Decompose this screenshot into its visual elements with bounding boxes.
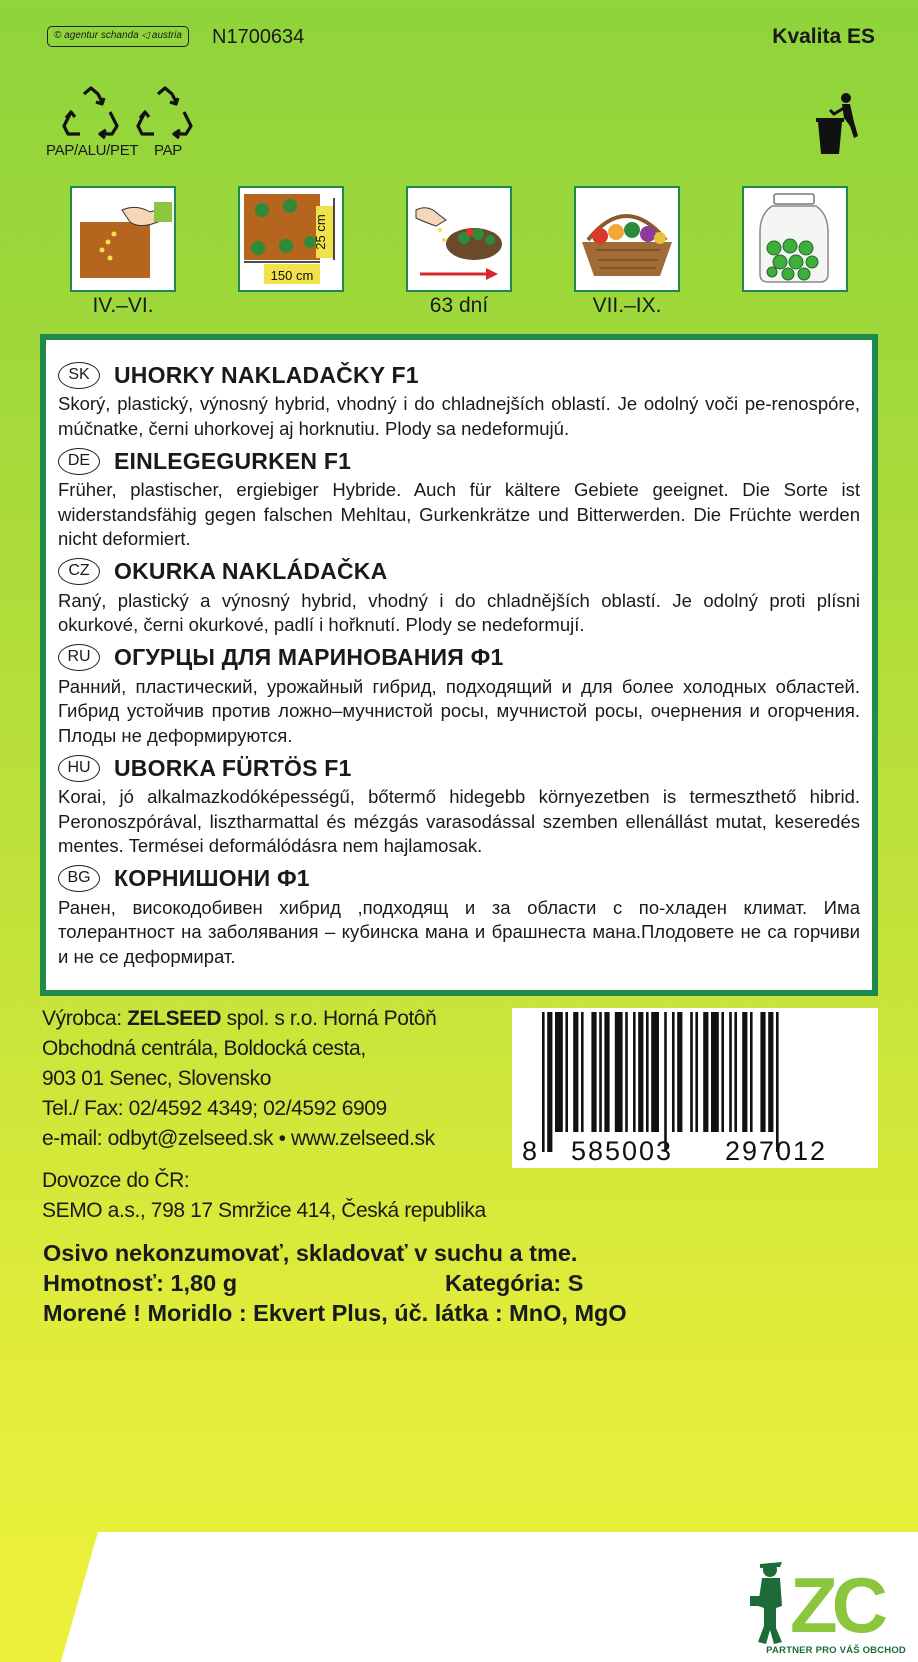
barcode-bar xyxy=(599,1012,602,1132)
barcode-bar xyxy=(625,1012,628,1132)
producer-address-2: 903 01 Senec, Slovensko xyxy=(42,1067,271,1090)
barcode-bar xyxy=(695,1012,698,1132)
barcode-bar xyxy=(604,1012,609,1132)
barcode-bar xyxy=(573,1012,578,1132)
variety-description: Skorý, plastický, výnosný hybrid, vhodný i do chladnejších oblastí. Je odolný voči pe-renospóre, múčnatke, černi uhorkovej aj horknutiu. Plody sa nedeformujú. xyxy=(58,393,860,439)
harvest-time-icon xyxy=(406,186,512,292)
variety-description: Korai, jó alkalmazkodóképességű, bőtermő hidegebb környezetben is termeszthető hibrid. Peronoszpórával, lisztharmattal és mézgás varasodással szemben ellenállást mutat, keseredés mentes. Termései deformálódásra nem hajlamosak. xyxy=(58,786,860,856)
producer-prefix: Výrobca: xyxy=(42,1007,128,1030)
barcode-bar xyxy=(615,1012,623,1132)
recycle-label: PAP xyxy=(154,142,183,159)
barcode-bar xyxy=(633,1012,636,1132)
barcode-bar xyxy=(703,1012,708,1132)
days-to-harvest: 63 dní xyxy=(429,294,489,317)
producer-address-1: Obchodná centrála, Boldocká cesta, xyxy=(42,1037,366,1060)
agency-mark: © agentur schanda ◁ austria xyxy=(47,26,189,47)
barcode-bar xyxy=(711,1012,719,1132)
language-badge: HU xyxy=(58,755,100,782)
language-badge: RU xyxy=(58,644,100,671)
barcode-bar xyxy=(677,1012,682,1132)
barcode-bar xyxy=(547,1012,552,1152)
barcode-bar xyxy=(672,1012,675,1132)
variety-title: EINLEGEGURKEN F1 xyxy=(114,447,352,474)
producer-phone: Tel./ Fax: 02/4592 4349; 02/4592 6909 xyxy=(42,1097,387,1120)
spacing-row-label: 150 cm xyxy=(270,268,314,283)
quality-label: Kvalita ES xyxy=(772,25,875,48)
variety-description: Früher, plastischer, ergiebiger Hybride. Auch für kältere Gebiete geeignet. Die Sorte ist widerstandsfähig gegen falschen Mehltau, Gurkenkrätze und Bitterwerden. Die Früchte werden nicht deformiert. xyxy=(58,479,860,549)
description-cz xyxy=(58,557,860,638)
logo-tagline: PARTNER PRO VÁŠ OBCHOD xyxy=(766,1645,906,1656)
barcode-bar xyxy=(776,1012,779,1152)
variety-description: Ранний, пластический, урожайный гибрид, подходящий и для более холодных областей. Гибрид устойчив против ложно–мучнистой росы, мучнистой росы, очернения и огорчения. Плоды не деформируются. xyxy=(58,675,860,746)
producer-info xyxy=(42,1004,436,1154)
description-box xyxy=(40,334,878,996)
barcode-bar xyxy=(565,1012,568,1132)
barcode-digit-first: 8 xyxy=(522,1136,538,1166)
barcode-bar xyxy=(651,1012,659,1132)
storage-warning: Osivo nekonzumovať, skladovať v suchu a tme. xyxy=(43,1240,578,1266)
barcode-bar xyxy=(664,1012,667,1152)
preserving-jar-icon xyxy=(742,186,848,292)
variety-title: OKURKA NAKLÁDAČKA xyxy=(114,558,388,584)
seed-category: Kategória: S xyxy=(445,1270,584,1296)
variety-title: UHORKY NAKLADAČKY F1 xyxy=(114,361,419,388)
producer-contact: e-mail: odbyt@zelseed.sk • www.zelseed.sk xyxy=(42,1127,435,1150)
barcode-bar xyxy=(750,1012,753,1132)
description-ru xyxy=(58,643,860,749)
logo-mark: ZC xyxy=(790,1561,882,1649)
seed-weight: Hmotnosť: 1,80 g xyxy=(43,1270,238,1296)
recycle-label: PAP/ALU/PET xyxy=(46,142,139,159)
description-de xyxy=(58,446,860,552)
barcode-bar xyxy=(742,1012,747,1132)
description-bg xyxy=(58,864,860,970)
harvest-basket-icon xyxy=(574,186,680,292)
seed-treatment: Morené ! Moridlo : Ekvert Plus, úč. látka : MnO, MgO xyxy=(43,1300,627,1326)
spacing-icon xyxy=(238,186,344,292)
barcode-digits-right: 297012 xyxy=(724,1136,828,1166)
producer-location: spol. s r.o. Horná Potôň xyxy=(221,1007,437,1030)
description-sk xyxy=(58,360,860,441)
language-badge: BG xyxy=(58,865,100,892)
storage-notes xyxy=(43,1238,627,1328)
variety-title: UBORKA FÜRTÖS F1 xyxy=(114,754,352,781)
barcode-bar xyxy=(721,1012,724,1132)
spacing-plant-label: 25 cm xyxy=(313,214,328,250)
variety-description: Raný, plastický a výnosný hybrid, vhodný i do chladnějších oblastí. Je odolný proti plísni okurkové, černi okurkové, padlí i hořknutí. Plody se nedeformují. xyxy=(58,589,860,635)
barcode-bar xyxy=(690,1012,693,1132)
barcode-digits-left: 585003 xyxy=(570,1136,674,1166)
trash-bin-icon xyxy=(814,92,864,156)
sowing-icon xyxy=(70,186,176,292)
harvest-period: VII.–IX. xyxy=(592,294,662,317)
language-badge: CZ xyxy=(58,558,100,585)
barcode-bar xyxy=(646,1012,649,1132)
barcode-bar xyxy=(768,1012,773,1132)
variety-title: ОГУРЦЫ ДЛЯ МАРИНОВАНИЯ Ф1 xyxy=(114,644,504,670)
language-badge: SK xyxy=(58,362,100,389)
importer-address: SEMO a.s., 798 17 Smržice 414, Česká republika xyxy=(42,1199,486,1222)
barcode-bar xyxy=(542,1012,545,1152)
barcode-bar xyxy=(729,1012,732,1132)
recycle-icon xyxy=(62,86,120,142)
sowing-period: IV.–VI. xyxy=(92,294,154,317)
recycle-icon xyxy=(136,86,194,142)
barcode-bar xyxy=(555,1012,563,1132)
barcode-bar xyxy=(734,1012,737,1132)
barcode-bar xyxy=(591,1012,596,1132)
product-code: N1700634 xyxy=(212,26,305,48)
barcode-bar xyxy=(638,1012,643,1132)
importer-heading: Dovozce do ČR: xyxy=(42,1169,190,1192)
barcode-bar xyxy=(581,1012,584,1132)
variety-description: Ранен, високодобивен хибрид ,подходящ и за области с по-хладен климат. Има толерантност на заболявания – кубинска мана и брашнеста мана.Плодовете не са горчиви и не се деформират. xyxy=(58,896,860,967)
language-badge: DE xyxy=(58,448,100,475)
variety-title: КОРНИШОНИ Ф1 xyxy=(114,865,310,891)
producer-company: ZELSEED xyxy=(127,1007,222,1030)
description-hu xyxy=(58,753,860,859)
barcode-bar xyxy=(760,1012,765,1132)
barcode xyxy=(512,1008,878,1168)
importer-info xyxy=(42,1166,486,1226)
